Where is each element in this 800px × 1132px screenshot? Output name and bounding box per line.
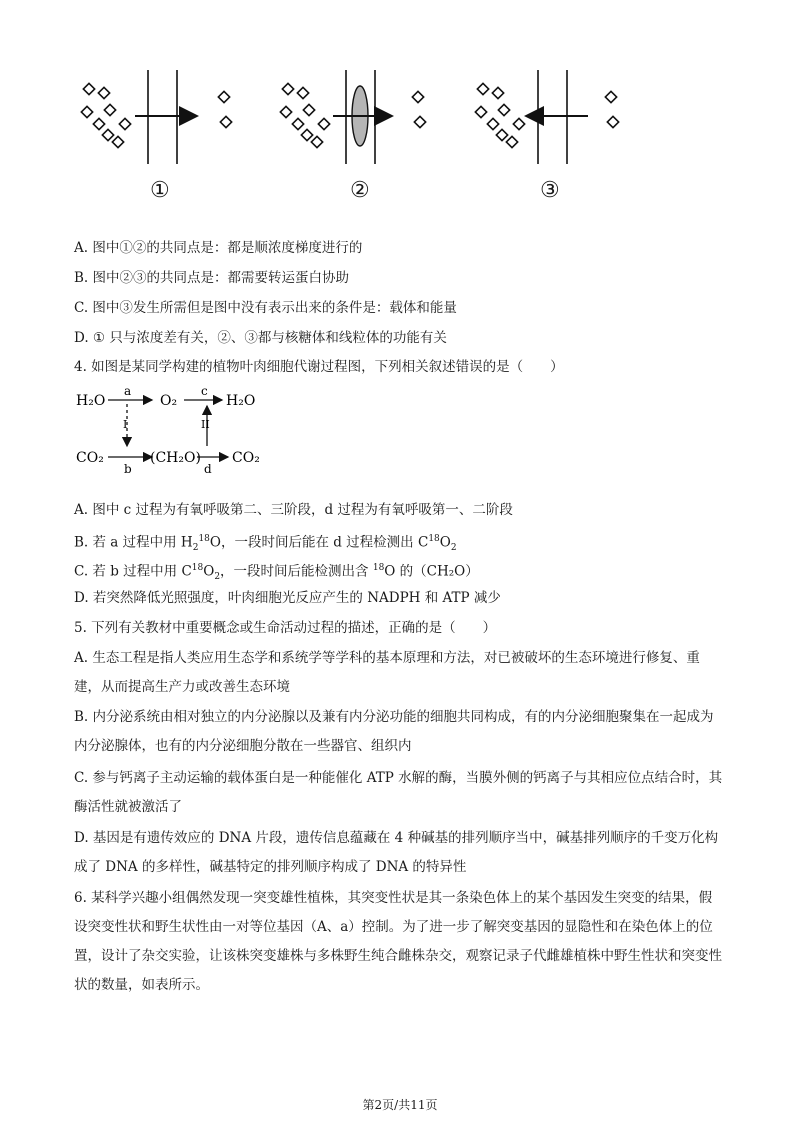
q5-stem: 5. 下列有关教材中重要概念或生命活动过程的描述，正确的是（ ）: [74, 620, 497, 636]
q5-option-a: A. 生态工程是指人类应用生态学和系统学等学科的基本原理和方法，对已被破坏的生态环境进行修复、重建，从而提高生产力或改善生态环境: [74, 650, 700, 695]
q4-option-c: C. 若 b 过程中用 $C^{18}O_2$，一段时间后能检测出含 $^{18}$O 的（CH₂O）: [74, 563, 479, 583]
diagram-3: [475, 70, 618, 164]
ch2o: (CH₂O): [150, 450, 201, 466]
label-II: II: [201, 418, 210, 431]
o2: O₂: [160, 393, 178, 409]
q3-option-a: A. 图中①②的共同点是：都是顺浓度梯度进行的: [74, 240, 363, 256]
q3-option-c: C. 图中③发生所需但是图中没有表示出来的条件是：载体和能量: [74, 300, 457, 316]
label-d: d: [204, 462, 212, 476]
q5-option-d: D. 基因是有遗传效应的 DNA 片段，遗传信息蕴藏在 4 种碱基的排列顺序当中，碱基排列顺序的千变万化构成了 DNA 的多样性，碱基特定的排列顺序构成了 DNA 的特异性: [74, 830, 719, 875]
label-b: b: [124, 462, 132, 476]
q5-option-c: C. 参与钙离子主动运输的载体蛋白是一种能催化 ATP 水解的酶，当膜外侧的钙离子与其相应位点结合时，其酶活性就被激活了: [74, 770, 723, 815]
co2-right: CO₂: [232, 450, 260, 466]
transport-diagrams: [70, 60, 690, 220]
label-a: a: [124, 384, 132, 398]
q6-stem: 6. 某科学兴趣小组偶然发现一突变雄性植株，其突变性状是其一条染色体上的某个基因发生突变的结果，假设突变性状和野生状性由一对等位基因（A、a）控制。为了进一步了解突变基因的显隐性和在染色体上的位置，设计了杂交实验，让该株突变雄株与多株野生纯合雌株杂交，观察记录子代雌雄植株中野生性状和突变性状的数量，如表所示。: [74, 890, 722, 993]
diagram-2: [280, 70, 425, 164]
label-c: c: [201, 384, 208, 398]
q5-option-b: B. 内分泌系统由相对独立的内分泌腺以及兼有内分泌功能的细胞共同构成，有的内分泌细胞聚集在一起成为内分泌腺体，也有的内分泌细胞分散在一些器官、组织内: [74, 709, 714, 754]
co2-left: CO₂: [76, 450, 104, 466]
q4-option-d: D. 若突然降低光照强度，叶肉细胞光反应产生的 NADPH 和 ATP 减少: [74, 590, 501, 606]
q4-option-a: A. 图中 c 过程为有氧呼吸第二、三阶段，d 过程为有氧呼吸第一、二阶段: [74, 502, 513, 518]
q4-stem: 4. 如图是某同学构建的植物叶肉细胞代谢过程图，下列相关叙述错误的是（ ）: [74, 359, 564, 375]
label-I: I: [123, 418, 128, 431]
q3-option-b: B. 图中②③的共同点是：都需要转运蛋白协助: [74, 270, 350, 286]
h2o-right: H₂O: [226, 393, 256, 409]
page-footer: 第2页/共11页: [362, 1098, 438, 1112]
diagram-label-3: ③: [540, 178, 560, 203]
metabolism-scheme: [70, 378, 330, 478]
diagram-label-2: ②: [350, 178, 370, 203]
diagram-label-1: ①: [150, 178, 170, 203]
h2o-left: H₂O: [76, 393, 106, 409]
q3-option-d: D. ① 只与浓度差有关，②、③都与核糖体和线粒体的功能有关: [74, 330, 447, 346]
metabolism-scheme-svg: [70, 378, 330, 478]
q4-option-b: B. 若 a 过程中用 $H_2^{18}O$，一段时间后能在 d 过程检测出 $C^{18}O_2$: [74, 534, 457, 554]
diagram-1: [81, 70, 231, 164]
